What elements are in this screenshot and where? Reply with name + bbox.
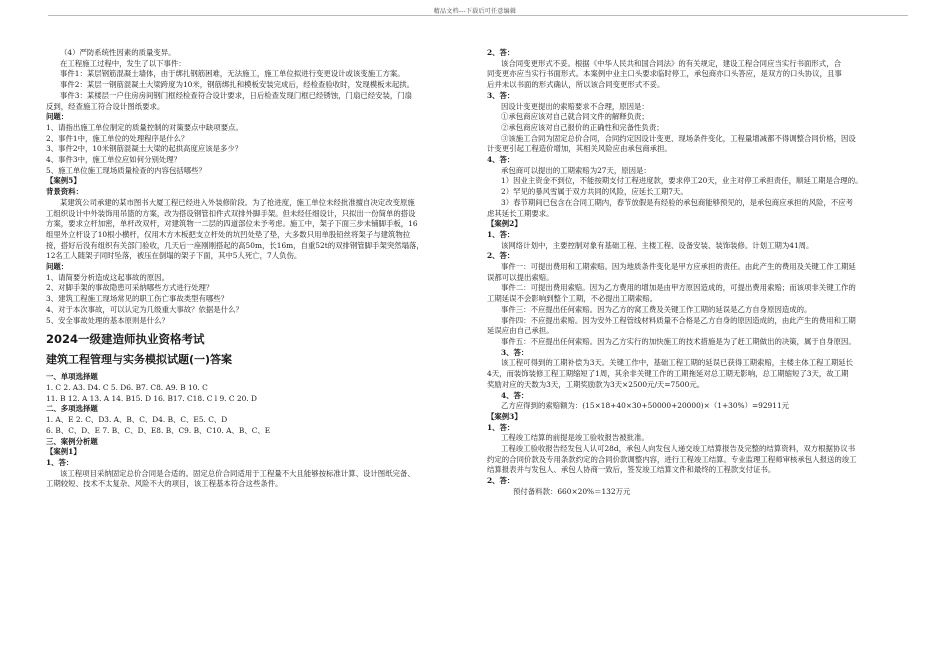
text-line: 方案，要求立杆加密，单杆改双杆，对建筑物一二层的四道部位未予考虑。施工中，架子下面三步未铺脚手板，16 [46, 219, 418, 229]
case4-5-section [46, 48, 471, 326]
text-line: 2、答： [487, 251, 515, 261]
text-line: 2）罕见的暴风雪属于双方共同的风险，应延长工期7天。 [501, 187, 688, 197]
text-line: 事件四：不应提出索赔。因为安外工程管线材料质量不合格是乙方自身的原因造成的，由此产生的费用和工期 [501, 315, 856, 325]
text-line: 1. A、E 2. C、D3. A、B、C、D4. B、C、E5. C、D [46, 415, 228, 425]
text-line: 一、单项选择题 [46, 372, 98, 382]
text-line: 4、答： [501, 390, 529, 400]
text-line: 问题： [46, 262, 69, 272]
text-line: 4、事件3中，施工单位应如何分别处理？ [46, 155, 182, 165]
text-line: 后并未以书面的形式确认，所以该合同变更形式不妥。 [487, 80, 665, 90]
text-line: 该工程项目采纳固定总价合同是合适的。固定总价合同适用于工程量不大且能够按标准计算、设计图纸完备、 [60, 468, 415, 478]
text-line: 2、答： [487, 48, 515, 57]
text-line: 组里外立杆设了10根小横杆，仅用木方木板把支立杆处的坑凹处垫了垫，大多数只用单股铅丝将架子与建筑物拉 [46, 229, 411, 239]
text-line: 1、请指出施工单位制定的质量控制的对策要点中缺项要点。 [46, 122, 243, 132]
text-line: ①承包商应该对自己就合同文件的解释负责； [501, 112, 649, 122]
text-line: 乙方应得到的索赔额为：(15×18+40×30+50000+20000)×（1+30%）=92911元 [501, 401, 790, 411]
text-line: 同变更亦应当实行书面形式。本案例中业主口头要求临时停工，承包商亦口头答应，是双方的口头协议，且事 [487, 69, 842, 79]
text-line: 1、答： [487, 422, 515, 432]
text-line: 工组织设计中外装饰用吊篮的方案，改为搭设钢管扣件式双排外脚手架。但未经任细设计，只拟出一份简单的搭设 [46, 208, 416, 218]
text-line: 【案例1】 [46, 447, 81, 457]
text-line: 承包商可以提出的工期索赔为27天，原因是： [501, 165, 651, 175]
answers-title: 建筑工程管理与实务模拟试题(一)答案 [46, 353, 233, 367]
text-line: 事件三：不应提出任何索赔。因为乙方的窝工费及关键工作工期的延误是乙方自身原因造成的。 [501, 304, 812, 314]
text-line: 12名工人随架子同时坠落，被压在倒塌的架子下面，其中5人死亡，7人负伤。 [46, 251, 302, 261]
text-line: 误都可以提出索赔。 [487, 272, 554, 282]
text-line: 事件2：某层一钢筋混凝土大梁跨度为10米，钢筋绑扎和模板安装完成后，经检查验收时，发现模板未起拱。 [60, 80, 415, 90]
text-line: 奖励对应的天数为3天，工期奖励款为3天×2500元/天=7500元。 [487, 379, 705, 389]
text-line: 4、对于本次事故，可以认定为几级重大事故？依据是什么？ [46, 304, 243, 314]
answers-continued-section [487, 48, 919, 498]
text-line: 1. C 2. A3. D4. C 5. D6. B7. C8. A9. B 10. C [46, 382, 208, 392]
text-line: 问题： [46, 112, 69, 122]
text-line: 某建筑公司承建的某市图书大厦工程已经进入外装修阶段。为了抢进度，施工单位未经批准擅自决定改变原施 [60, 197, 415, 207]
text-line: 事件五：不应提出任何索赔。因为乙方实行的加快施工的技术措施是为了赶工期做出的决策，属于自身原因。 [501, 336, 856, 346]
text-line: 工期延误不会影响到整个工期，不必提出工期索赔。 [487, 294, 657, 304]
answers-section [46, 372, 471, 490]
page-header: 精品文档---下载后可任意编辑 [433, 8, 517, 15]
text-line: 反到，经查施工符合设计图纸要求。 [46, 101, 165, 111]
text-line: 【案例3】 [487, 411, 522, 421]
text-line: 5、安全事故处理的基本原则是什么？ [46, 315, 169, 325]
text-line: 3、答： [487, 90, 515, 100]
text-line: 3、答： [501, 347, 529, 357]
text-line: 延误应由自己承担。 [487, 326, 554, 336]
text-line: 3、建筑工程施工现场常见的职工伤亡事故类型有哪些？ [46, 294, 229, 304]
text-line: 背景资料： [46, 187, 83, 197]
text-line: 【案例5】 [46, 176, 81, 186]
text-line: 因设计变更提出的索赔要求不合理，原因是： [501, 101, 649, 111]
text-line: 事件一：可提出费用和工期索赔。因为地质条件变化是甲方应承担的责任。由此产生的费用及关键工作工期延 [501, 262, 856, 272]
text-line: 三、案例分析题 [46, 436, 98, 446]
text-line: 5、施工单位施工现场质量检查的内容包括哪些？ [46, 165, 206, 175]
right-column [487, 48, 919, 498]
text-line: 虑其延长工期要求。 [487, 208, 554, 218]
text-line: 1）因业主资金不到位，不能按期支付工程进度款，要求停工20天，业主对停工承担责任，顺延工期是合理的。 [501, 176, 863, 186]
text-line: 二、多项选择题 [46, 404, 98, 414]
text-line: 接，搭好后没有组织有关部门验收，几天后一座刚刚搭起的高50m，长16m，自重52t的双排钢管脚手架突然塌落， [46, 240, 424, 250]
left-column [46, 48, 471, 490]
text-line: 该网络计划中，主要控制对象有基础工程、主楼工程、设备安装、装饰装修。计划工期为41周。 [501, 240, 814, 250]
text-line: 在工程施工过程中，发生了以下事件： [60, 58, 186, 68]
text-line: 【案例2】 [487, 219, 522, 229]
text-line: 工期较短、技术不太复杂、风险不大的项目，该工程基本符合这些条件。 [46, 479, 283, 489]
text-line: 事件3：某楼层一户住房房间钢门框经检查符合设计要求，日后检查发现门框已经锈蚀，门扇已经安装，门扇 [60, 90, 413, 100]
text-line: 4天，而装饰装修工程工期缩短了1周，其余非关键工作的工期拖延对总工期无影响，总工期缩短了3天，故工期 [487, 369, 849, 379]
header-divider [48, 15, 908, 16]
text-line: 事件二：可提出费用索赔。因为乙方费用的增加是由甲方原因造成的，可提出费用索赔；而该项非关键工作的 [501, 283, 856, 293]
text-line: 1、请简要分析造成这起事故的原因。 [46, 272, 169, 282]
text-line: （4）严防系统性因素的质量变异。 [60, 48, 176, 57]
text-line: 3）春节期间已包含在合同工期内，春节放假是有经验的承包商能够预见的，是承包商应承担的风险，不应考 [501, 197, 854, 207]
text-line: 3、事件2中，10米钢筋混凝土大梁的起拱高度应该是多少？ [46, 144, 243, 154]
text-line: 事件1：某层钢筋混凝土墙体，由于绑扎钢筋困难，无法施工，施工单位拟进行变更设计或该变施工方案。 [60, 69, 405, 79]
text-line: 2、对脚手架的事故隐患可采纳哪些方式进行处理？ [46, 283, 214, 293]
text-line: 计变更引起工程造价增加，其相关风险应由承包商承担。 [487, 144, 672, 154]
text-line: ②承包商应该对自己报价的正确性和完备性负责； [501, 122, 664, 132]
exam-title: 2024一级建造师执业资格考试 [46, 332, 205, 347]
text-line: 结算报表并与发包人、承包人协商一致后，签发竣工结算文件和最终的工程款支付证书。 [487, 465, 776, 475]
text-line: 4、答： [487, 155, 515, 165]
text-line: 6. B、C、D、E 7. B、C、D、E8. B、C9. B、C10. A、B、C、E [46, 425, 271, 435]
text-line: 工程竣工结算的前提是竣工验收报告被批准。 [501, 433, 649, 443]
text-line: 1、答： [46, 457, 74, 467]
text-line: 2、答： [487, 476, 515, 486]
text-line: 该合同变更形式不妥。根据《中华人民共和国合同法》的有关规定，建设工程合同应当实行书面形式，合 [501, 58, 841, 68]
text-line: 该工程可得到的工期补偿为3天。关键工作中，基础工程工期的延误已获得工期索赔，主楼主体工程工期延长 [501, 358, 854, 368]
text-line: 1、答： [487, 229, 515, 239]
text-line: 工程竣工验收报告经发包人认可28d，承包人向发包人递交竣工结算报告及完整的结算资料，双方根据协议书 [501, 444, 856, 454]
text-line: 2、事件1中，施工单位的处理程序是什么？ [46, 133, 189, 143]
text-line: ③该施工合同为固定总价合同，合同约定因设计变更、现场条件变化，工程量增减都不得调整合同价格，因设 [501, 133, 856, 143]
text-line: 预付备料款：660×20%＝132万元 [513, 486, 631, 496]
text-line: 11. B 12. A 13. A 14. B15. D 16. B17. C18. C l 9. C 20. D [46, 393, 257, 403]
text-line: 约定的合同价款及专用条款约定的合同价款调整内容，进行工程竣工结算。专业监理工程师审核承包人报送的竣工 [487, 454, 857, 464]
